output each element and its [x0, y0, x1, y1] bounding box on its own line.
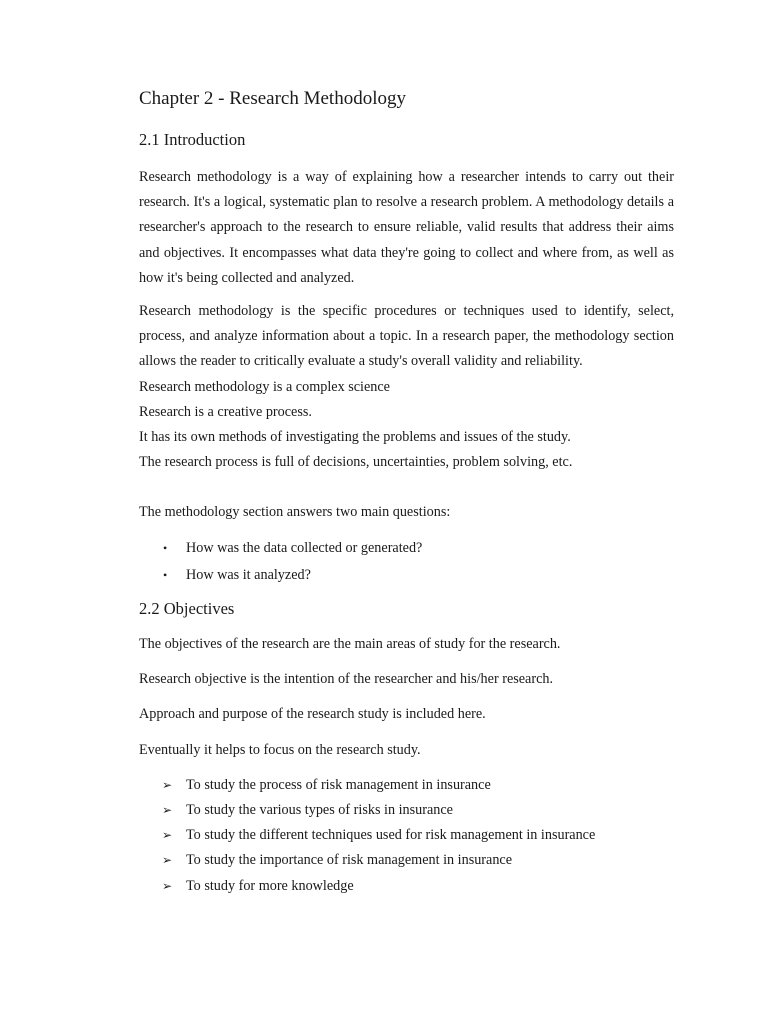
objective-text: To study the different techniques used for risk management in insurance: [186, 827, 596, 844]
objective-text: To study the importance of risk management in insurance: [186, 852, 513, 869]
question-text: How was it analyzed?: [186, 566, 311, 583]
intro-line-4: The research process is full of decisions, uncertainties, problem solving, etc.: [139, 454, 573, 471]
section-heading-objectives: 2.2 Objectives: [139, 599, 235, 619]
objective-text: To study the process of risk management in insurance: [186, 776, 491, 793]
arrow-icon: ➢: [162, 777, 173, 792]
questions-list: [139, 536, 674, 588]
objective-text: To study for more knowledge: [186, 877, 354, 894]
objectives-list: [139, 773, 674, 899]
questions-intro: The methodology section answers two main questions:: [139, 504, 451, 521]
arrow-icon: ➢: [162, 878, 173, 893]
intro-paragraph-2: Research methodology is the specific procedures or techniques used to identify, select, process, and analyze information about a topic. In a research paper, the methodology section allows the reader to critically evaluate a study's overall validity and reliability.: [139, 303, 674, 370]
list-item: [139, 798, 674, 823]
list-item: [139, 773, 674, 798]
arrow-icon: ➢: [162, 803, 173, 818]
bullet-icon: •: [163, 567, 168, 582]
list-item: [139, 536, 674, 561]
question-text: How was the data collected or generated?: [186, 539, 423, 556]
intro-line-1: Research methodology is a complex science: [139, 378, 390, 395]
bullet-icon: •: [163, 540, 168, 555]
list-item: [139, 848, 674, 873]
intro-line-2: Research is a creative process.: [139, 403, 312, 420]
arrow-icon: ➢: [162, 853, 173, 868]
objectives-paragraph-4: Eventually it helps to focus on the research study.: [139, 741, 421, 758]
list-item: [139, 874, 674, 899]
chapter-title: Chapter 2 - Research Methodology: [139, 88, 406, 109]
intro-paragraph-1: Research methodology is a way of explaining how a researcher intends to carry out their research. It's a logical, systematic plan to resolve a research problem. A methodology details a researcher's approach to the research to ensure reliable, valid results that address their aims and objectives. It encompasses what data they're going to collect and where from, as well as how it's being collected and analyzed.: [139, 169, 674, 286]
list-item: [139, 823, 674, 848]
objective-text: To study the various types of risks in insurance: [186, 802, 453, 819]
intro-line-3: It has its own methods of investigating the problems and issues of the study.: [139, 429, 571, 446]
list-item: [139, 563, 674, 588]
arrow-icon: ➢: [162, 828, 173, 843]
objectives-paragraph-2: Research objective is the intention of the researcher and his/her research.: [139, 671, 554, 688]
objectives-paragraph-3: Approach and purpose of the research study is included here.: [139, 706, 486, 723]
page-content: [139, 86, 674, 899]
objectives-paragraph-1: The objectives of the research are the main areas of study for the research.: [139, 636, 561, 653]
section-heading-introduction: 2.1 Introduction: [139, 130, 246, 149]
